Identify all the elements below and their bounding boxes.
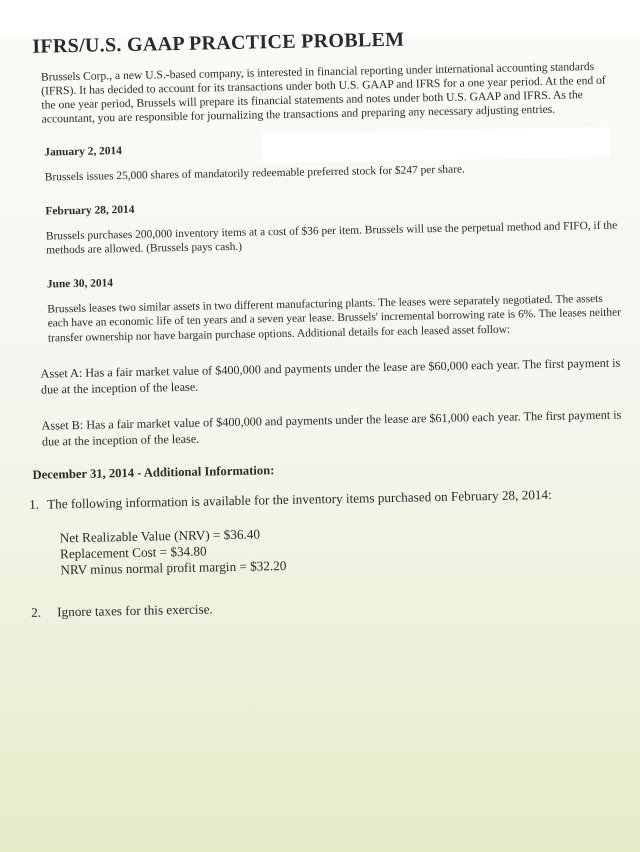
asset-b-text: Asset B: Has a fair market value of $400,000 and payments under the lease are $61,000 each year. The first payment is due at the inception of the lease. [41,407,622,449]
event-text-jun: Brussels leases two similar assets in two different manufacturing plants. The leases were separately negotiated. The assets each have an economic life of ten years and a seven year lease. Brussels' incremental borrowing rate is 6%. The leases neither transfer ownership nor have bargain purchase options. Additional details for each leased asset follow: [47,292,622,345]
page-title: IFRS/U.S. GAAP PRACTICE PROBLEM [32,28,405,58]
redaction-box [262,127,611,164]
nrv-minus-margin-value: NRV minus normal profit margin = $32.20 [60,557,287,578]
intro-paragraph: Brussels Corp., a new U.S.-based company, is interested in financial reporting under international accounting standards (IFRS). It has decided to account for its transactions under both U.S. GAAP and IFRS for a one year period. At the end of the one year period, Brussels will prepare its financial statements and notes under both U.S. GAAP and IFRS. As the accountant, you are responsible for journalizing the transactions and preparing any necessary adjusting entries. [40,59,606,126]
list-number: 2. [31,604,42,620]
problem-sheet [20,18,640,621]
list-item-2 [31,593,640,621]
list-number: 1. [28,496,40,512]
event-date-jun: June 30, 2014 [46,276,114,291]
asset-a-text: Asset A: Has a fair market value of $400,000 and payments under the lease are $60,000 each year. The first payment is due at the inception of the lease. [40,355,621,397]
inventory-values [60,519,640,578]
additional-info-heading: December 31, 2014 - Additional Information: [32,463,275,482]
list-text: Ignore taxes for this exercise. [57,601,213,620]
event-date-jan: January 2, 2014 [44,145,122,159]
nrv-value: Net Realizable Value (NRV) = $36.40 [59,526,261,546]
event-text-feb: Brussels purchases 200,000 inventory items at a cost of $36 per item. Brussels will use the perpetual method and FIFO, if the methods are allowed. (Brussels pays cash.) [45,219,618,257]
list-item-1 [29,485,640,513]
event-text-jan: Brussels issues 25,000 shares of mandatorily redeemable preferred stock for $247 per share. [44,163,465,184]
list-text: The following information is available for the inventory items purchased on February 28, 2014: [46,486,552,512]
event-date-feb: February 28, 2014 [45,203,135,218]
replacement-cost-value: Replacement Cost = $34.80 [59,543,207,562]
